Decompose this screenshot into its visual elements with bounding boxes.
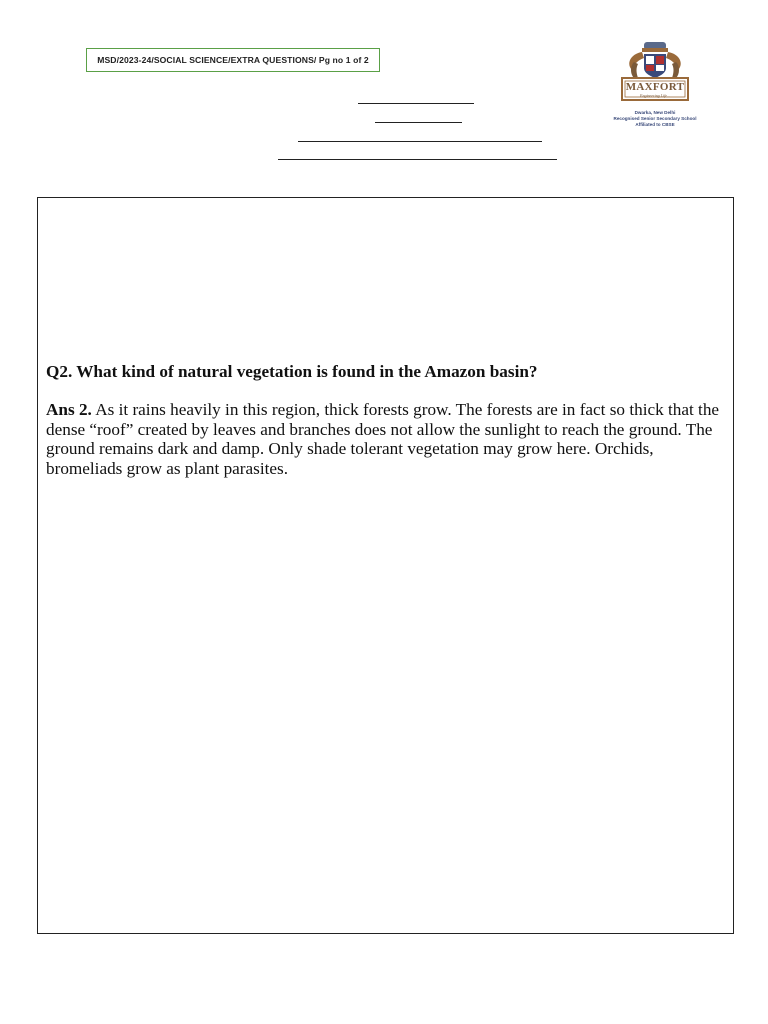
document-code-label bbox=[86, 48, 380, 72]
logo-name: MAXFORT bbox=[625, 81, 685, 93]
logo-affiliation: Affiliated to CBSE bbox=[635, 122, 675, 127]
answer-box bbox=[37, 197, 734, 934]
logo-recognition: Recognised Senior Secondary School bbox=[613, 116, 697, 121]
question-text: Q2. What kind of natural vegetation is found in the Amazon basin? bbox=[46, 362, 538, 381]
document-code-text: MSD/2023-24/SOCIAL SCIENCE/EXTRA QUESTIONS/ Pg no 1 of 2 bbox=[97, 55, 369, 65]
answer-paragraph bbox=[46, 400, 730, 478]
answer-text: As it rains heavily in this region, thick forests grow. The forests are in fact so thick that the dense “roof” created by leaves and branches does not allow the sunlight to reach the ground. The ground remains dark and damp. Only shade tolerant vegetation may grow here. Orchids, bromeliads grow as plant parasites. bbox=[46, 400, 720, 478]
title-underline-2 bbox=[375, 122, 462, 123]
logo-location: Dwarka, New Delhi bbox=[634, 110, 676, 115]
title-underline-4 bbox=[278, 159, 557, 160]
title-underline-3 bbox=[298, 141, 542, 142]
answer-label: Ans 2. bbox=[46, 400, 92, 419]
title-underline-1 bbox=[358, 103, 474, 104]
school-logo bbox=[608, 40, 702, 130]
logo-tagline: Engineering Life... bbox=[640, 93, 670, 98]
